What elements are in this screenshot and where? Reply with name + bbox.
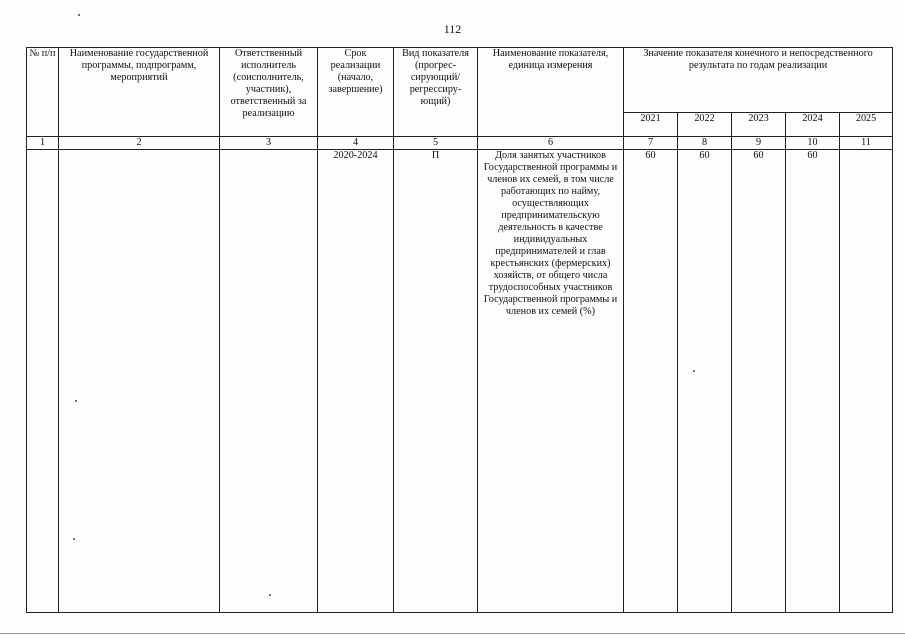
value-cell: 60 (786, 150, 840, 613)
value-cell: 60 (624, 150, 678, 613)
indicator-type-cell: П (394, 150, 478, 613)
column-number: 7 (624, 137, 678, 150)
value-cell (840, 150, 893, 613)
column-number: 5 (394, 137, 478, 150)
scan-speck (73, 538, 75, 540)
page-bottom-edge (0, 633, 905, 634)
column-number: 11 (840, 137, 893, 150)
header-number: № п/п (27, 48, 59, 137)
indicator-name-cell: Доля занятых участников Государственной программы и членов их семей, в том числе работающих по найму, осуществляющих предпринимательскую деятельность в качестве индивидуальных предпринимателей и глав крестьянских (фермерских) хозяйств, от общего числа трудоспособных участников Государственной программы и членов их семей (%) (478, 150, 624, 613)
column-number: 2 (59, 137, 220, 150)
program-name-cell (59, 150, 220, 613)
header-term: Срок реализации (начало, завершение) (318, 48, 394, 137)
column-number: 6 (478, 137, 624, 150)
column-number: 9 (732, 137, 786, 150)
column-number: 1 (27, 137, 59, 150)
column-number: 3 (220, 137, 318, 150)
column-number: 10 (786, 137, 840, 150)
value-cell: 60 (678, 150, 732, 613)
row-number-cell (27, 150, 59, 613)
header-year: 2021 (624, 113, 678, 137)
header-year: 2022 (678, 113, 732, 137)
value-cell: 60 (732, 150, 786, 613)
header-indicator-name: Наименование показателя, единица измерения (478, 48, 624, 137)
responsible-cell (220, 150, 318, 613)
table-row (27, 150, 893, 613)
column-number: 8 (678, 137, 732, 150)
scan-speck (78, 14, 80, 16)
header-responsible: Ответственный исполнитель (соисполнитель, участник), ответственный за реализацию (220, 48, 318, 137)
scan-speck (75, 400, 77, 402)
header-program-name: Наименование государственной программы, подпрограмм, мероприятий (59, 48, 220, 137)
scan-speck (693, 370, 695, 372)
header-year: 2025 (840, 113, 893, 137)
header-indicator-type: Вид показателя (прогрес-сирующий/ регрессиру-ющий) (394, 48, 478, 137)
page-number: 112 (443, 22, 462, 36)
header-values-group: Значение показателя конечного и непосредственного результата по годам реализации (624, 48, 893, 113)
term-cell: 2020-2024 (318, 150, 394, 613)
scan-speck (269, 594, 271, 596)
header-year: 2023 (732, 113, 786, 137)
column-number: 4 (318, 137, 394, 150)
indicator-table (26, 47, 893, 613)
header-year: 2024 (786, 113, 840, 137)
